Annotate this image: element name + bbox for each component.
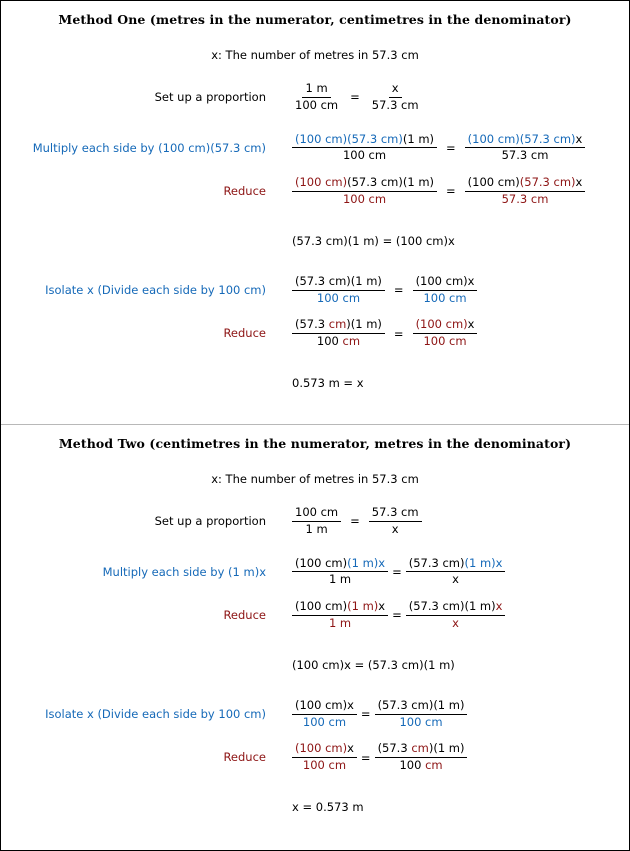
fraction-numerator [375, 699, 468, 715]
step-math-isolate [268, 699, 629, 730]
spacer [1, 773, 629, 800]
equals-sign: = [360, 707, 371, 722]
math-run: 1 m [328, 615, 352, 630]
fraction-right [406, 600, 506, 631]
math-run: 100 cm [399, 714, 443, 729]
step-label-isolate: Isolate x (Divide each side by 100 cm) [45, 282, 266, 297]
math-run: (100 cm)x [295, 697, 354, 712]
spacer [1, 631, 629, 658]
spacer [1, 672, 629, 699]
math-run: x [452, 572, 459, 587]
fraction-numerator [292, 275, 385, 291]
fraction-denominator [499, 148, 552, 163]
math-run: cm [425, 758, 443, 773]
step-label-reduce-two: Reduce [223, 750, 266, 765]
fraction-numerator [292, 133, 437, 149]
step-row-reduce-one [1, 600, 629, 631]
fraction-denominator [300, 715, 349, 730]
fraction-numerator [292, 557, 388, 573]
math-run: (1 m)x [464, 555, 503, 570]
step-row-reduce-two [1, 318, 629, 349]
step-row-reduce-one [1, 176, 629, 207]
fraction-denominator [300, 758, 349, 773]
math-run: (100 cm) [295, 599, 348, 614]
step-label-reduce-one: Reduce [223, 608, 266, 623]
step-math-answer [268, 800, 629, 814]
math-run: x [391, 81, 399, 95]
step-math-reduce-one [268, 176, 629, 207]
step-math-reduce-two [268, 742, 629, 773]
equals-sign: = [393, 326, 404, 341]
math-run: 100 [316, 334, 343, 349]
math-run: 100 cm [342, 191, 387, 206]
step-math-setup [268, 82, 629, 113]
math-run: (57.3 [295, 317, 329, 332]
spacer [1, 537, 629, 557]
method-one-section [1, 1, 629, 424]
fraction-left [292, 82, 341, 113]
math-run: 100 cm [316, 290, 361, 305]
math-run: (1 m) [402, 131, 435, 146]
math-run: (57.3 cm)(1 m) [377, 697, 465, 712]
fraction-numerator [292, 176, 437, 192]
equals-sign: = [360, 750, 371, 765]
math-run: x [495, 599, 503, 614]
spacer [1, 349, 629, 376]
step-row-reduce-two [1, 742, 629, 773]
math-run: (57.3 cm)(1 m) [408, 599, 496, 614]
step-math-isolate [268, 275, 629, 306]
spacer [1, 486, 629, 506]
fraction-numerator [465, 133, 586, 149]
method-one-title: Method One (metres in the numerator, centimetres in the denominator) [58, 12, 572, 27]
fraction-numerator [413, 318, 478, 334]
math-run: x [452, 615, 459, 630]
step-math-cross [268, 234, 629, 248]
math-run: (100 cm) [295, 741, 348, 756]
spacer [1, 248, 629, 275]
equals-sign: = [350, 514, 360, 529]
math-run: (57.3 cm)(1 m) [347, 175, 435, 190]
fraction-left [292, 600, 388, 631]
math-run: (57.3 [377, 741, 412, 756]
step-row-answer [1, 800, 629, 814]
fraction-denominator [340, 192, 389, 207]
fraction-left [292, 557, 388, 588]
math-run: 100 cm [302, 714, 347, 729]
final-answer-equation: x = 0.573 m [292, 799, 364, 814]
math-run: (100 cm) [415, 317, 468, 332]
math-run: (1 m) [347, 599, 379, 614]
step-math-setup [268, 506, 629, 537]
step-label-reduce-two: Reduce [223, 326, 266, 341]
math-run: x [391, 521, 399, 536]
math-run: (100 cm)(57.3 cm) [467, 131, 576, 146]
step-label-multiply: Multiply each side by (1 m)x [102, 564, 266, 579]
math-run: 100 cm [295, 97, 339, 112]
math-run: 57.3 cm [371, 97, 419, 112]
math-run: 100 cm [342, 148, 387, 163]
fraction-right [465, 176, 586, 207]
step-math-reduce-one [268, 600, 629, 631]
step-math-multiply [268, 133, 629, 164]
math-run: cm [328, 317, 347, 332]
fraction-denominator [314, 334, 363, 349]
fraction-denominator [314, 291, 363, 306]
equals-sign: = [393, 283, 404, 298]
fraction-denominator [420, 291, 469, 306]
fraction-numerator [406, 557, 506, 573]
math-run: 1 m [328, 572, 352, 587]
math-run: (57.3 cm) [519, 175, 576, 190]
step-math-multiply [268, 557, 629, 588]
fraction-denominator [389, 522, 402, 537]
method-one-subtitle: x: The number of metres in 57.3 cm [211, 48, 419, 62]
fraction-denominator [499, 192, 552, 207]
math-run: 1 m [305, 81, 328, 95]
fraction-right [375, 742, 468, 773]
math-run: cm [342, 334, 361, 349]
fraction-denominator [326, 572, 354, 587]
fraction-numerator [292, 506, 341, 522]
fraction-right [375, 699, 468, 730]
spacer [1, 62, 629, 82]
method-two-subtitle: x: The number of metres in 57.3 cm [211, 472, 419, 486]
step-label-setup: Set up a proportion [154, 90, 266, 105]
fraction-left [292, 506, 341, 537]
fraction-numerator [292, 742, 357, 758]
fraction-left [292, 275, 385, 306]
equals-sign: = [392, 608, 402, 623]
final-answer-equation: 0.573 m = x [292, 375, 364, 390]
fraction-numerator [465, 176, 586, 192]
fraction-denominator [420, 334, 469, 349]
math-run: 100 cm [423, 334, 467, 349]
step-row-setup [1, 506, 629, 537]
math-run: 1 m [305, 521, 328, 536]
step-row-isolate [1, 699, 629, 730]
math-run: (100 cm) [467, 175, 520, 190]
equals-sign: = [446, 184, 456, 199]
math-run: x [575, 175, 583, 190]
fraction-denominator [396, 758, 445, 773]
fraction-denominator [449, 616, 462, 631]
step-row-isolate [1, 275, 629, 306]
fraction-numerator [302, 82, 330, 98]
fraction-denominator [292, 98, 341, 113]
fraction-numerator [292, 600, 388, 616]
fraction-left [292, 133, 437, 164]
math-run: 100 cm [423, 290, 467, 305]
equals-sign: = [392, 564, 402, 579]
step-math-cross [268, 658, 629, 672]
math-run: )(1 m) [346, 317, 382, 332]
step-row-multiply [1, 133, 629, 164]
fraction-left [292, 176, 437, 207]
math-run: cm [411, 741, 429, 756]
step-row-answer [1, 376, 629, 390]
fraction-denominator [302, 522, 330, 537]
fraction-right [369, 506, 422, 537]
fraction-denominator [449, 572, 462, 587]
math-run: 100 cm [295, 505, 339, 519]
fraction-right [406, 557, 506, 588]
cross-multiplied-equation: (57.3 cm)(1 m) = (100 cm)x [292, 233, 455, 248]
fraction-right [465, 133, 586, 164]
math-run: 57.3 cm [371, 505, 419, 519]
math-run: (100 cm)x [415, 273, 475, 288]
method-two-title: Method Two (centimetres in the numerator, metres in the denominator) [58, 436, 572, 451]
math-run: (57.3 cm) [408, 555, 465, 570]
math-run: (57.3 cm)(1 m) [295, 273, 382, 288]
fraction-left [292, 318, 385, 349]
math-run: )(1 m) [428, 741, 465, 756]
fraction-numerator [413, 275, 478, 291]
math-run: (100 cm) [295, 555, 348, 570]
fraction-right [413, 275, 478, 306]
math-run: x [347, 741, 354, 756]
math-run: 100 cm [302, 758, 347, 773]
step-row-cross [1, 658, 629, 672]
math-run: 57.3 cm [501, 148, 549, 163]
math-run: x [378, 599, 386, 614]
spacer [1, 113, 629, 133]
math-run: (100 cm)(57.3 cm) [295, 131, 403, 146]
fraction-numerator [389, 82, 402, 98]
step-math-reduce-two [268, 318, 629, 349]
math-run: x [575, 131, 583, 146]
step-label-multiply: Multiply each side by (100 cm)(57.3 cm) [32, 140, 266, 155]
fraction-right [413, 318, 478, 349]
fraction-denominator [369, 98, 422, 113]
math-run: (1 m)x [347, 555, 386, 570]
fraction-numerator [292, 699, 357, 715]
math-run: 57.3 cm [501, 191, 549, 206]
fraction-left [292, 699, 357, 730]
cross-multiplied-equation: (100 cm)x = (57.3 cm)(1 m) [292, 657, 455, 672]
step-row-setup [1, 82, 629, 113]
step-row-multiply [1, 557, 629, 588]
step-math-answer [268, 376, 629, 390]
equals-sign: = [446, 140, 456, 155]
fraction-numerator [406, 600, 506, 616]
fraction-denominator [340, 148, 389, 163]
step-row-cross [1, 234, 629, 248]
step-label-isolate: Isolate x (Divide each side by 100 cm) [45, 706, 266, 721]
method-two-section [1, 424, 629, 850]
step-label-setup: Set up a proportion [154, 514, 266, 529]
fraction-left [292, 742, 357, 773]
fraction-right [369, 82, 422, 113]
spacer [1, 207, 629, 234]
equals-sign: = [350, 90, 360, 105]
fraction-denominator [396, 715, 445, 730]
fraction-numerator [292, 318, 385, 334]
fraction-numerator [375, 742, 468, 758]
fraction-denominator [326, 616, 354, 631]
fraction-numerator [369, 506, 422, 522]
math-run: (100 cm) [295, 175, 348, 190]
step-label-reduce-one: Reduce [223, 184, 266, 199]
math-run: 100 [399, 758, 426, 773]
math-run: x [467, 317, 475, 332]
